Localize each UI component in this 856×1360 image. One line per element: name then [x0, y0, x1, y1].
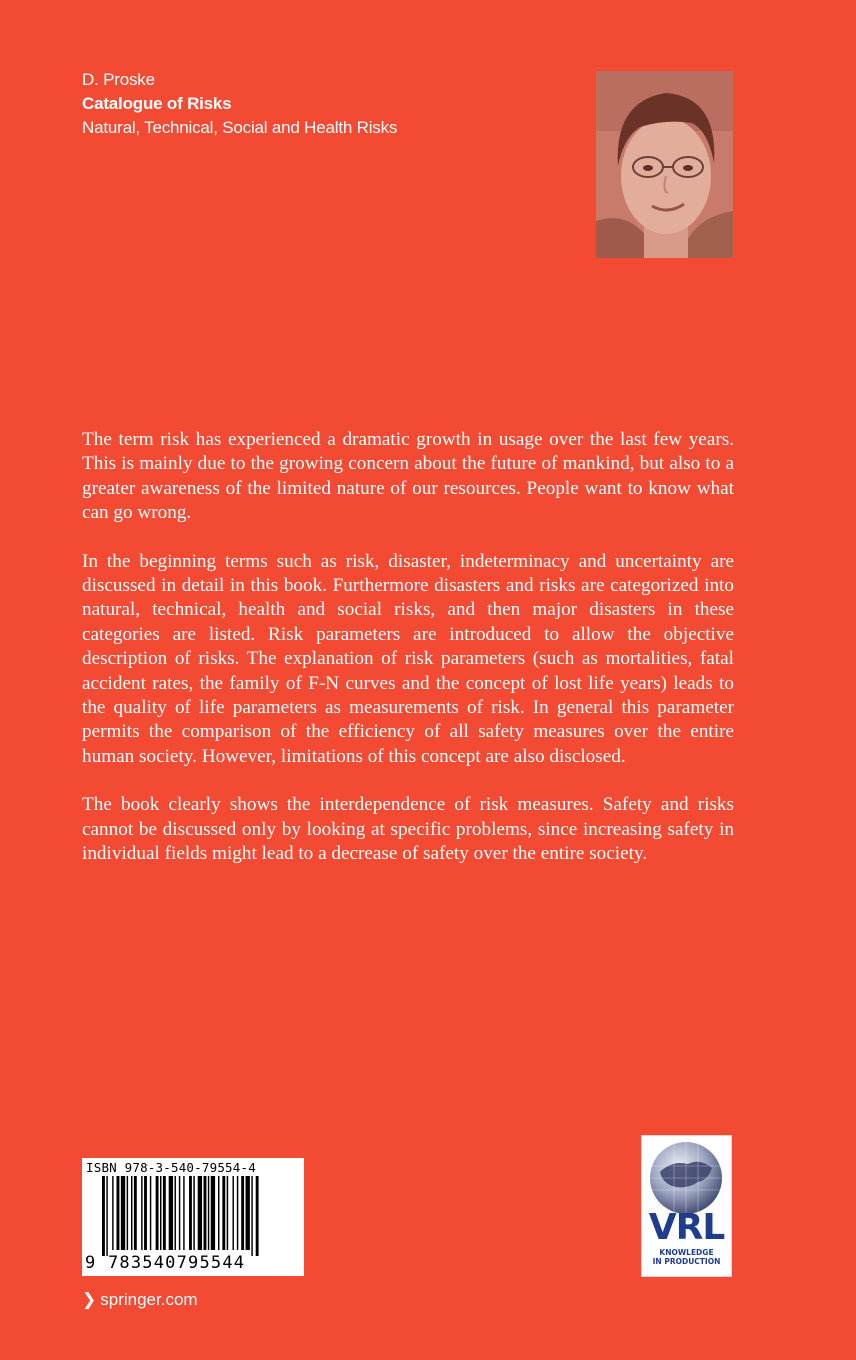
isbn-label: ISBN 978-3-540-79554-4 — [86, 1160, 256, 1175]
author-block — [82, 68, 397, 140]
publisher-url: springer.com — [100, 1290, 198, 1309]
logo-tagline-1: KNOWLEDGE — [659, 1248, 714, 1257]
ean-digits: 783540795544 — [108, 1253, 246, 1273]
logo-wordmark: VRL — [648, 1207, 725, 1248]
back-cover-blurb — [82, 428, 734, 891]
vrl-logo — [641, 1135, 732, 1277]
barcode-bars — [102, 1176, 292, 1256]
blurb-paragraph: The book clearly shows the interdependence of risk measures. Safety and risks cannot be discussed only by looking at specific problems, since increasing safety in individual fields might lead to a decrease of safety over the entire society. — [82, 794, 734, 865]
author-name: D. Proske — [82, 70, 155, 89]
publisher-link[interactable] — [82, 1290, 198, 1310]
book-subtitle: Natural, Technical, Social and Health Risks — [82, 118, 398, 137]
isbn-barcode — [82, 1158, 304, 1276]
ean-first-digit: 9 — [85, 1253, 96, 1273]
author-portrait — [596, 71, 733, 258]
blurb-paragraph: The term risk has experienced a dramatic growth in usage over the last few years. This is mainly due to the growing concern about the future of mankind, but also to a greater awareness of the limited nature of our resources. People want to know what can go wrong. — [82, 429, 734, 524]
blurb-paragraph: In the beginning terms such as risk, disaster, indeterminacy and uncertainty are discussed in detail in this book. Furthermore disasters and risks are categorized into natural, technical, health and social risks, and then major disasters in these categories are listed. Risk parameters are introduced to allow the objective description of risks. The explanation of risk parameters (such as mortalities, fatal accident rates, the family of F-N curves and the concept of lost life years) leads to the quality of life parameters as measurements of risk. In general this parameter permits the comparison of the efficiency of all safety measures over the entire human society. However, limitations of this concept are also disclosed. — [82, 550, 734, 767]
globe-icon — [642, 1136, 731, 1216]
chevron-right-icon: ❯ — [82, 1290, 97, 1309]
logo-tagline-2: IN PRODUCTION — [652, 1257, 721, 1266]
book-title: Catalogue of Risks — [82, 94, 232, 113]
